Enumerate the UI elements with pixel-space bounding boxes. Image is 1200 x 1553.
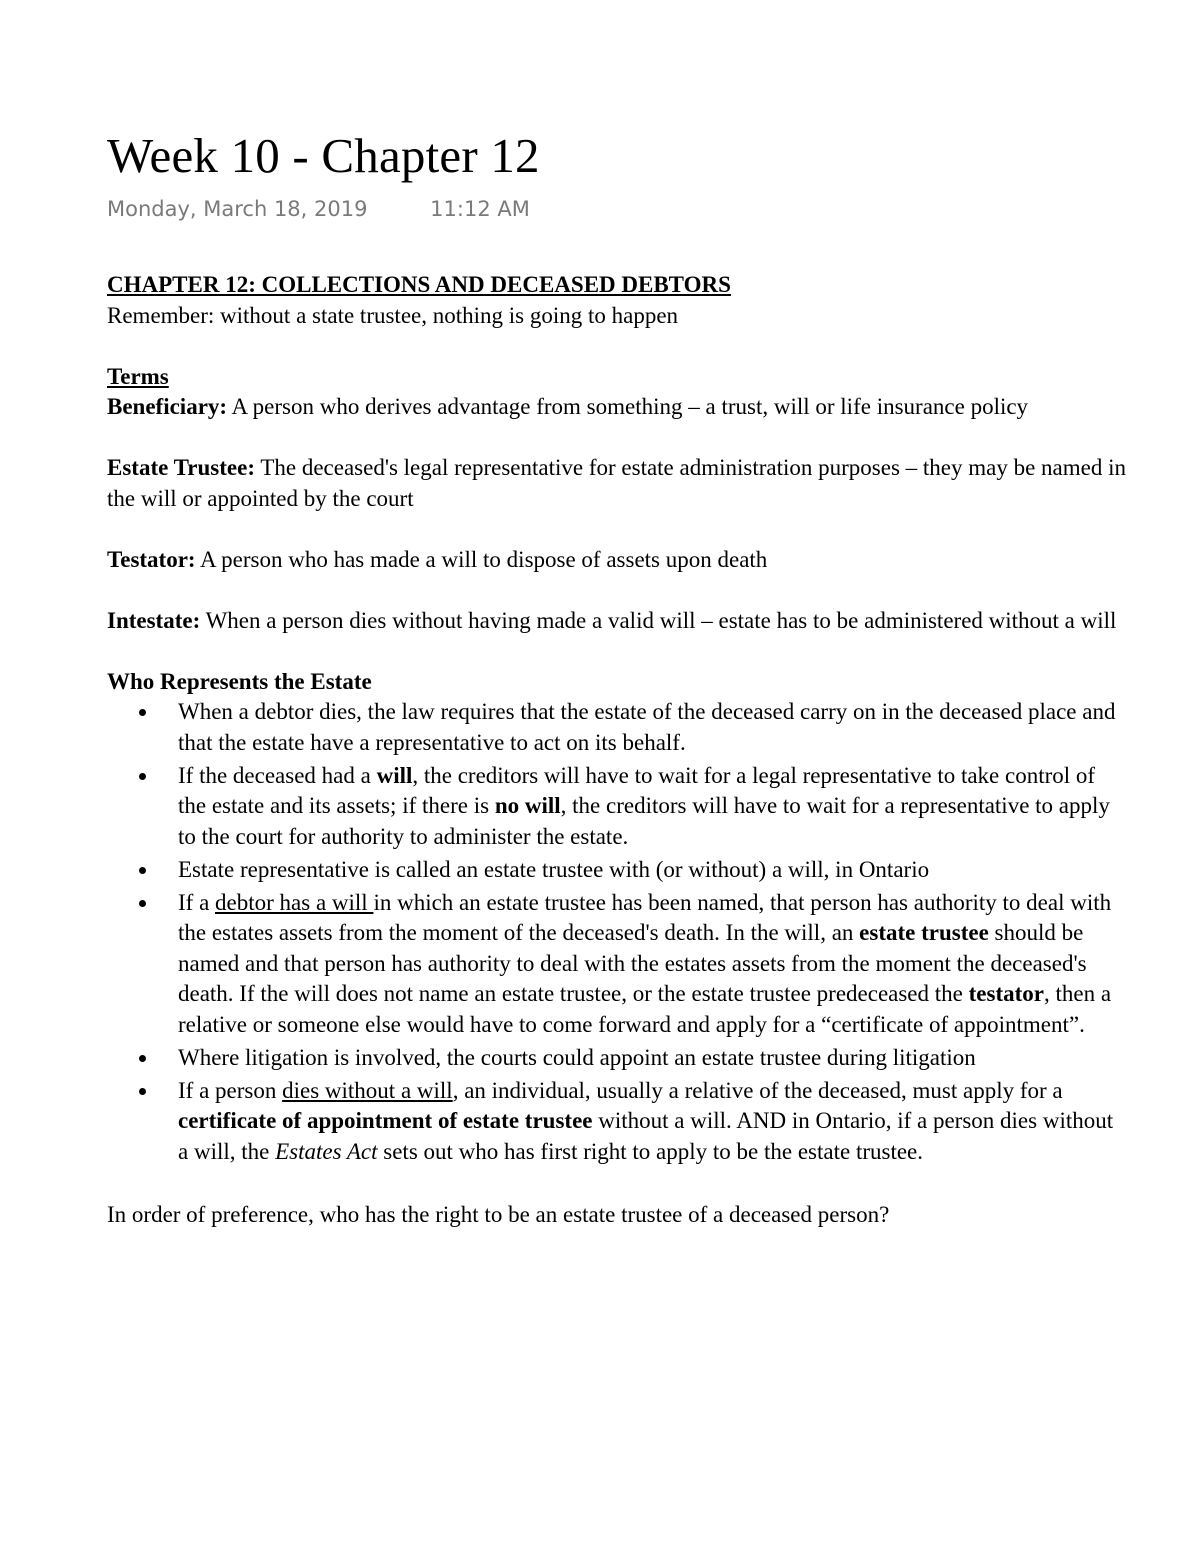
chapter-heading: CHAPTER 12: COLLECTIONS AND DECEASED DEBTORS — [107, 272, 731, 297]
term-definition: The deceased's legal representative for estate administration purposes – they may be named in the will or appointed by the court — [107, 455, 1127, 511]
bullet-icon — [139, 1088, 146, 1095]
bullet-icon — [139, 1055, 146, 1062]
bullet-icon — [139, 867, 146, 874]
list-item: If the deceased had a will, the creditors will have to wait for a legal representative to take control of the estate and its assets; if there is no will, the creditors will have to wait for a representative to apply to the court for authority to administer the estate. — [107, 761, 1127, 853]
terms-heading: Terms — [107, 363, 169, 389]
list-item: Where litigation is involved, the courts could appoint an estate trustee during litigation — [107, 1043, 1127, 1074]
note-page — [107, 125, 1127, 1231]
bullet-icon — [139, 773, 146, 780]
note-timestamp — [107, 194, 1127, 224]
note-time: 11:12 AM — [430, 197, 530, 221]
term-testator — [107, 545, 1127, 576]
term-label: Beneficiary: — [107, 394, 228, 419]
term-definition: A person who derives advantage from something – a trust, will or life insurance policy — [227, 394, 1029, 419]
remember-line: Remember: without a state trustee, nothing is going to happen — [107, 302, 679, 328]
question-line: In order of preference, who has the right to be an estate trustee of a deceased person? — [107, 1202, 890, 1227]
page-title: Week 10 - Chapter 12 — [107, 128, 540, 183]
list-item: Estate representative is called an estate trustee with (or without) a will, in Ontario — [107, 855, 1127, 886]
bullet-icon — [139, 709, 146, 716]
term-definition: A person who has made a will to dispose of assets upon death — [195, 546, 768, 572]
list-item: When a debtor dies, the law requires that the estate of the deceased carry on in the deceased place and that the estate have a representative to act on its behalf. — [107, 697, 1127, 758]
note-body — [107, 270, 1127, 1231]
list-item: If a debtor has a will in which an estate trustee has been named, that person has authority to deal with the estates assets from the moment of the deceased's death. In the will, an estate trustee should be named and that person has authority to deal with the estates assets from the moment the deceased's death. If the will does not name an estate trustee, or the estate trustee predeceased the testator, then a relative or someone else would have to come forward and apply for a “certificate of appointment”. — [107, 888, 1127, 1041]
note-date: Monday, March 18, 2019 — [107, 197, 368, 221]
term-label: Testator: — [107, 546, 196, 572]
bullet-icon — [139, 900, 146, 907]
list-item: If a person dies without a will, an individual, usually a relative of the deceased, must apply for a certificate of appointment of estate trustee without a will. AND in Ontario, if a person dies without a will, the Estates Act sets out who has first right to apply to be the estate trustee. — [107, 1076, 1127, 1168]
term-definition: When a person dies without having made a valid will – estate has to be administered without a will — [200, 607, 1117, 633]
represents-heading: Who Represents the Estate — [107, 668, 372, 694]
term-estate-trustee — [107, 453, 1127, 514]
term-beneficiary — [107, 392, 1127, 423]
represents-list — [107, 697, 1127, 1167]
term-label: Intestate: — [107, 607, 201, 633]
term-label: Estate Trustee: — [107, 455, 255, 480]
term-intestate — [107, 606, 1127, 637]
